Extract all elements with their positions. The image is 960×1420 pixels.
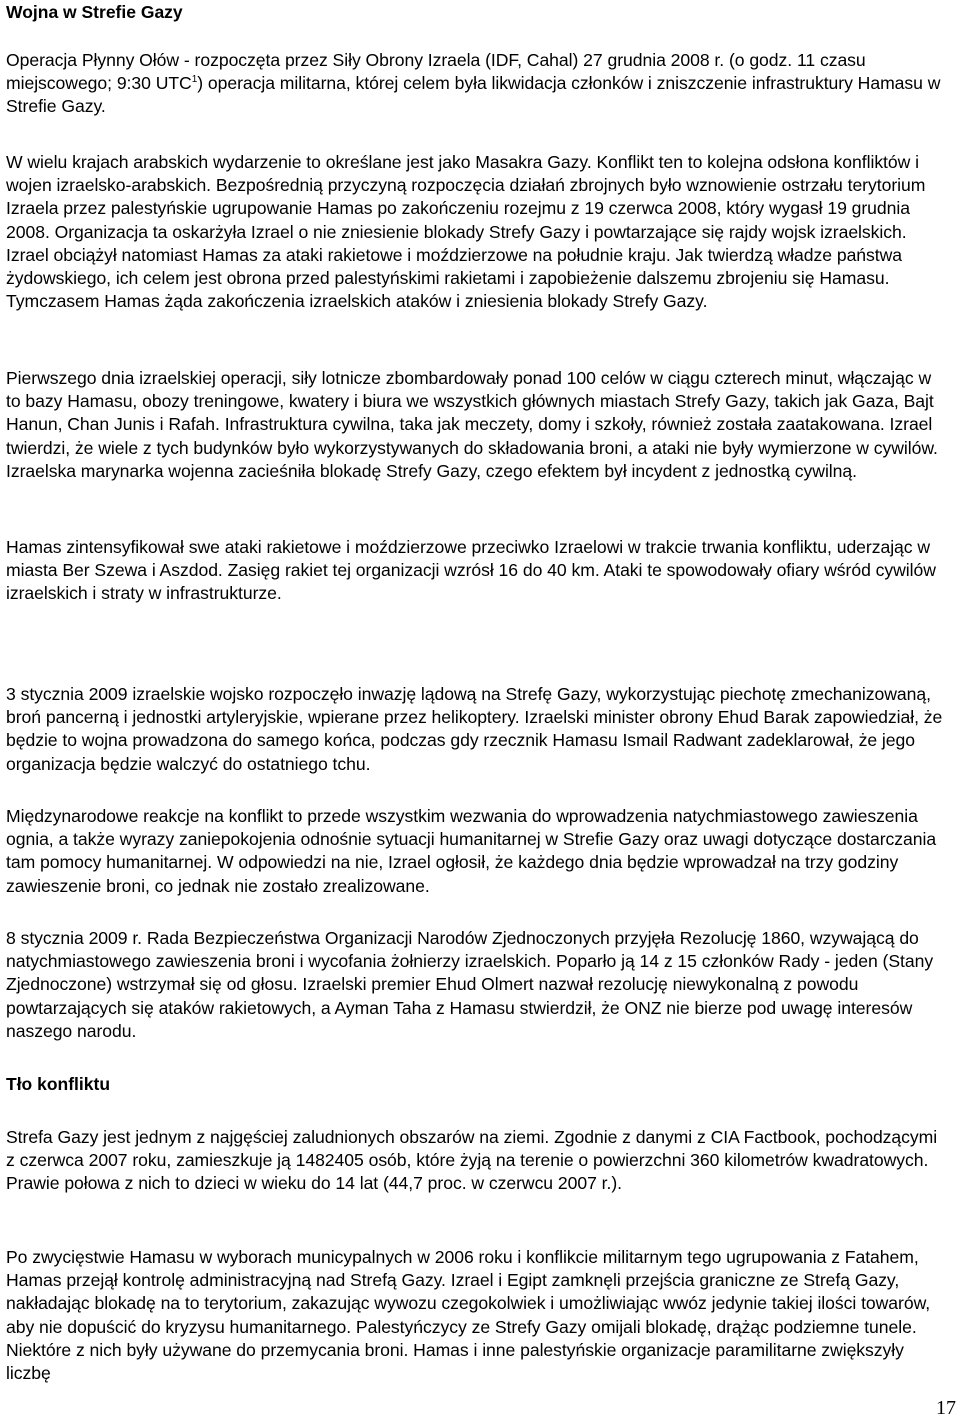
section-title: Wojna w Strefie Gazy: [6, 2, 183, 22]
paragraph: 3 stycznia 2009 izraelskie wojsko rozpoczęło inwazję lądową na Strefę Gazy, wykorzystując piechotę zmechanizowaną, broń pancerną i jednostki artyleryjskie, wpierane przez helikoptery. Izraelski minister obrony Ehud Barak zapowiedział, że będzie to wojna prowadzona do samego końca, podczas gdy rzecznik Hamasu Ismail Radwant zadeklarował, że jego organizacja będzie walczyć do ostatniego tchu.: [6, 684, 943, 774]
paragraph-text: ) operacja militarna, której celem była likwidacja członków i zniszczenie infrastruktury Hamasu w Strefie Gazy.: [6, 73, 941, 117]
paragraph: Hamas zintensyfikował swe ataki rakietowe i moździerzowe przeciwko Izraelowi w trakcie trwania konfliktu, uderzając w miasta Ber Szewa i Aszdod. Zasięg rakiet tej organizacji wzrósł 16 do 40 km. Ataki te spowodowały ofiary wśród cywilów izraelskich i straty w infrastrukturze.: [6, 537, 936, 604]
page-number: 17: [936, 1397, 956, 1419]
section-title: Tło konfliktu: [6, 1074, 111, 1094]
paragraph-text: Operacja Płynny Ołów - rozpoczęta przez Siły Obrony Izraela (IDF, Cahal) 27 grudnia 2008 r. (o godz. 11 czasu miejscowego; 9:30 UTC: [6, 50, 866, 94]
paragraph: Po zwycięstwie Hamasu w wyborach municypalnych w 2006 roku i konflikcie militarnym tego ugrupowania z Fatahem, Hamas przejął kontrolę administracyjną nad Strefą Gazy. Izrael i Egipt zamknęli przejścia graniczne ze Strefą Gazy, nakładając blokadę na to terytorium, zakazując wywozu czegokolwiek i umożliwiając wwóz jedynie takiej ilości towarów, aby nie dopuścić do kryzysu humanitarnego. Palestyńczycy ze Strefy Gazy omijali blokadę, drążąc podziemne tunele. Niektóre z nich były używane do przemycania broni. Hamas i inne palestyńskie organizacje paramilitarne zwiększyły liczbę: [6, 1247, 931, 1384]
paragraph: Strefa Gazy jest jednym z najgęściej zaludnionych obszarów na ziemi. Zgodnie z danymi z CIA Factbook, pochodzącymi z czerwca 2007 roku, zamieszkuje ją 1482405 osób, które żyją na terenie o powierzchni 360 kilometrów kwadratowych. Prawie połowa z nich to dzieci w wieku do 14 lat (44,7 proc. w czerwcu 2007 r.).: [6, 1127, 938, 1194]
paragraph-intro: [6, 49, 950, 119]
paragraph: Pierwszego dnia izraelskiej operacji, siły lotnicze zbombardowały ponad 100 celów w ciągu czterech minut, włączając w to bazy Hamasu, obozy treningowe, kwatery i biura we wszystkich głównych miastach Strefy Gazy, takich jak Gaza, Bajt Hanun, Chan Junis i Rafah. Infrastruktura cywilna, taka jak meczety, domy i szkoły, również została zaatakowana. Izrael twierdzi, że wiele z tych budynków było wykorzystywanych do składowania broni, a ataki nie były wymierzone w cywilów. Izraelska marynarka wojenna zacieśniła blokadę Strefy Gazy, czego efektem był incydent z jednostką cywilną.: [6, 368, 938, 481]
paragraph: 8 stycznia 2009 r. Rada Bezpieczeństwa Organizacji Narodów Zjednoczonych przyjęła Rezolucję 1860, wzywającą do natychmiastowego zawieszenia broni i wycofania żołnierzy izraelskich. Poparło ją 14 z 15 członków Rady - jeden (Stany Zjednoczone) wstrzymał się od głosu. Izraelski premier Ehud Olmert nazwał rezolucję niewykonalną z powodu powtarzających się ataków rakietowych, a Ayman Taha z Hamasu stwierdził, że ONZ nie bierze pod uwagę interesów naszego narodu.: [6, 928, 934, 1041]
footnote-link[interactable]: 1: [191, 74, 198, 86]
paragraph: W wielu krajach arabskich wydarzenie to określane jest jako Masakra Gazy. Konflikt ten to kolejna odsłona konfliktów i wojen izraelsko-arabskich. Bezpośrednią przyczyną rozpoczęcia działań zbrojnych było wznowienie ostrzału terytorium Izraela przez palestyńskie ugrupowanie Hamas po zakończeniu rozejmu z 19 czerwca 2008, który wygasł 19 grudnia 2008. Organizacja ta oskarżyła Izrael o nie zniesienie blokady Strefy Gazy i powtarzające się rajdy wojsk izraelskich. Izrael obciążył natomiast Hamas za ataki rakietowe i moździerzowe na południe kraju. Jak twierdzą władze państwa żydowskiego, ich celem jest obrona przed palestyńskimi rakietami i zapobieżenie dalszemu zbrojeniu się Hamasu. Tymczasem Hamas żąda zakończenia izraelskich ataków i zniesienia blokady Strefy Gazy.: [6, 152, 926, 312]
paragraph: Międzynarodowe reakcje na konflikt to przede wszystkim wezwania do wprowadzenia natychmiastowego zawieszenia ognia, a także wyrazy zaniepokojenia odnośnie sytuacji humanitarnej w Strefie Gazy oraz uwagi dotyczące dostarczania tam pomocy humanitarnej. W odpowiedzi na nie, Izrael ogłosił, że każdego dnia będzie wprowadzał na trzy godziny zawieszenie broni, co jednak nie zostało zrealizowane.: [6, 806, 937, 896]
